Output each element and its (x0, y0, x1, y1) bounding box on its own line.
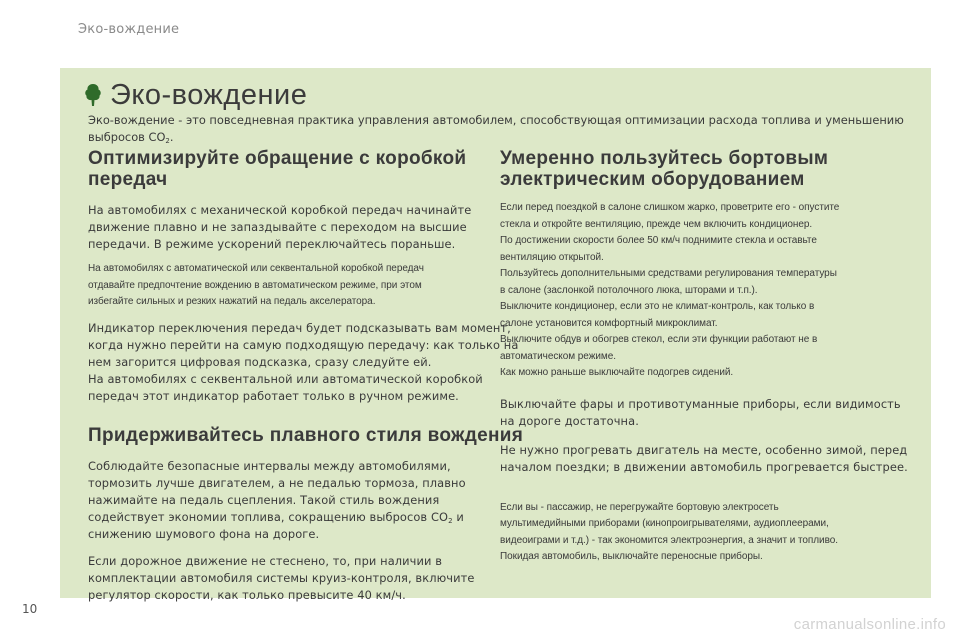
section-title: Эко-вождение (110, 78, 308, 111)
paragraph-climate: Если перед поездкой в салоне слишком жарко, проветрите его - опустите стекла и откройте вентиляцию, прежде чем включить кондиционер. По достижении скорости более 50 км/ч поднимите стекла и оставьте вентиляцию открытой. Пользуйтесь дополнительными средствами регулирования температуры в салоне (заслонкой потолочного люка, шторами и т.п.). Выключите кондиционер, если это не климат-контроль, как только в салоне установится комфортный микроклимат. Выключите обдув и обогрев стекол, если эти функции работают не в автоматическом режиме. Как можно раньше выключайте подогрев сидений. (500, 202, 840, 378)
running-header: Эко-вождение (78, 22, 180, 37)
paragraph-shift-indicator: Индикатор переключения передач будет подсказывать вам момент, когда нужно перейти на самую подходящую передачу: как только на нем загорится цифровая подсказка, сразу следуйте ей. На автомобилях с секвентальной или автоматической коробкой передач этот индикатор работает только в ручном режиме. (88, 320, 519, 403)
heading-gearbox: Оптимизируйте обращение с коробкой передач (88, 148, 467, 190)
paragraph-manual-gearbox: На автомобилях с механической коробкой передач начинайте движение плавно и не запаздывайте с переходом на высшие передачи. В режиме ускорений переключайтесь пораньше. (88, 203, 472, 251)
heading-smooth-driving: Придерживайтесь плавного стиля вождения (88, 424, 524, 446)
paragraph-cruise-control: Если дорожное движение не стеснено, то, при наличии в комплектации автомобиля системы круиз-контроля, включите регулятор скорости, как только превысите 40 км/ч. (88, 553, 475, 602)
paragraph-engine-warmup: Не нужно прогревать двигатель на месте, особенно зимой, перед началом поездки; в движении автомобиль прогревается быстрее. (500, 442, 908, 474)
section-title-row (84, 78, 307, 112)
paragraph-passenger-devices: Если вы - пассажир, не перегружайте бортовую электросеть мультимедийными приборами (кинопроигрывателями, аудиоплеерами, видеоиграми и т.д.) - так экономится электроэнергия, а значит и топливо. Покидая автомобиль, выключайте переносные приборы. (500, 501, 838, 562)
tree-icon (84, 83, 102, 107)
right-column (500, 148, 915, 566)
watermark: carmanualsonline.info (793, 616, 946, 633)
left-column (88, 148, 524, 604)
paragraph-automatic-gearbox: На автомобилях с автоматической или секвентальной коробкой передач отдавайте предпочтение вождению в автоматическом режиме, при этом избегайте сильных и резких нажатий на педаль акселератора. (88, 263, 424, 307)
heading-onboard-equipment: Умеренно пользуйтесь бортовым электрическим оборудованием (500, 148, 829, 190)
page-number: 10 (22, 602, 38, 616)
paragraph-headlights: Выключайте фары и противотуманные приборы, если видимость на дороге достаточна. (500, 396, 901, 428)
paragraph-safe-intervals: Соблюдайте безопасные интервалы между автомобилями, тормозить лучше двигателем, а не педалью тормоза, плавно нажимайте на педаль сцепления. Такой стиль вождения содействует экономии топлива, сокращению выбросов $CO_2$ и снижению шумового фона на дороге. (88, 458, 466, 541)
intro-text: Эко-вождение - это повседневная практика управления автомобилем, способствующая оптимизации расхода топлива и уменьшению выбросов $CO_2$. (88, 113, 904, 145)
